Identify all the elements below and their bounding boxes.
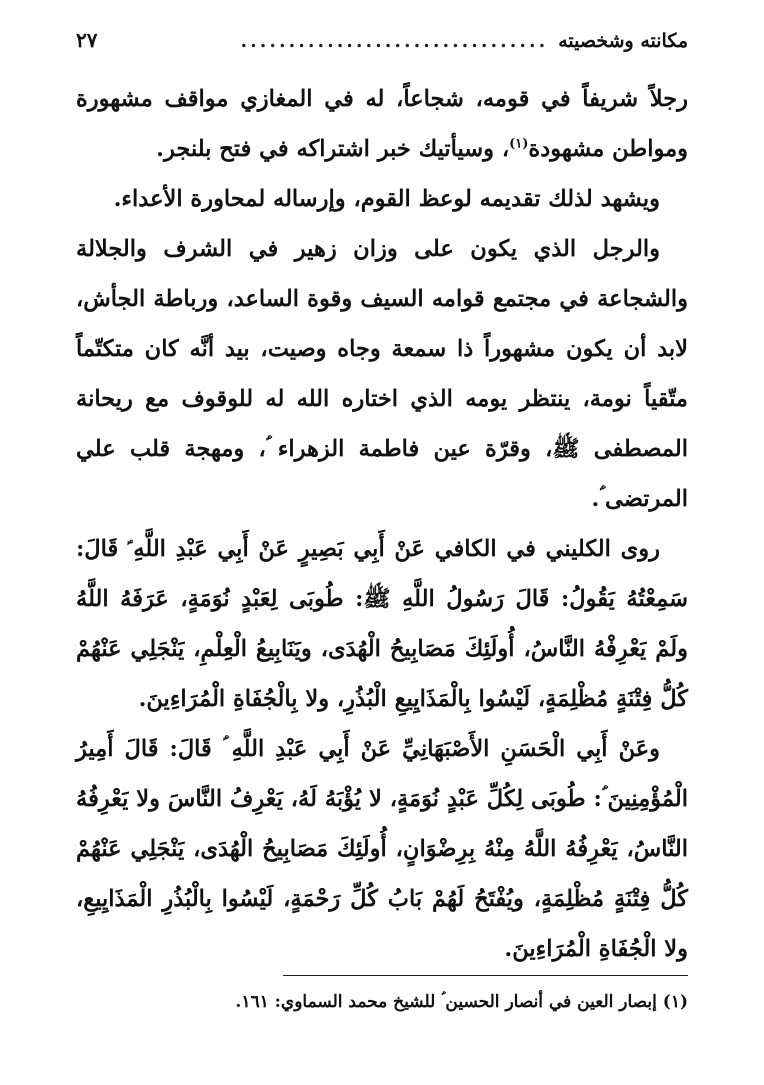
paragraph-1 [76, 74, 688, 174]
footnote-reference: (١) [509, 136, 529, 152]
paragraph-text: رجلاً شريفاً في قومه، شجاعاً، له في المغازي مواقف مشهورة ومواطن مشهودة [76, 86, 688, 162]
footnote-divider [283, 975, 688, 976]
paragraph-2: ويشهد لذلك تقديمه لوعظ القوم، وإرساله لمحاورة الأعداء. [113, 186, 660, 212]
paragraph-3: والرجل الذي يكون على وزان زهير في الشرف والجلالة والشجاعة في مجتمع قوامه السيف وقوة الساعد، ورباطة الجأش، لابد أن يكون مشهوراً ذا سمعة وجاه وصيت، بيد أنَّه كان متكتّماً متّقياً نومة، ينتظر يومه الذي اختاره الله له للوقوف مع ريحانة المصطفى ﷺ، وقرّة عين فاطمة الزهراء ؑ، ومهجة قلب علي المرتضى ؑ. [76, 236, 688, 512]
running-header [76, 28, 688, 68]
paragraph-5: وعَنْ أَبِي الْحَسَنِ الأَصْبَهَانِيِّ عَنْ أَبِي عَبْدِ اللَّهِ ؑ قَالَ: قَالَ أَمِيرُ الْمُؤْمِنِينَ ؑ: طُوبَى لِكُلِّ عَبْدٍ نُوَمَةٍ، لا يُؤْبَهُ لَهُ، يَعْرِفُ النَّاسَ ولا يَعْرِفُهُ النَّاسُ، يَعْرِفُهُ اللَّهُ مِنْهُ بِرِضْوَانٍ، أُولَئِكَ مَصَابِيحُ الْهُدَى، يَنْجَلِي عَنْهُمْ كُلُّ فِتْنَةٍ مُظْلِمَةٍ، ويُفْتَحُ لَهُمْ بَابُ كُلِّ رَحْمَةٍ، لَيْسُوا بِالْبُذُرِ الْمَذَايِيعِ، ولا الْجُفَاةِ الْمُرَاءِينَ. [76, 736, 688, 962]
paragraph-4: روى الكليني في الكافي عَنْ أَبِي بَصِيرٍ عَنْ أَبِي عَبْدِ اللَّهِ ؑ قَالَ: سَمِعْتُهُ يَقُولُ: قَالَ رَسُولُ اللَّهِ ﷺ: طُوبَى لِعَبْدٍ نُوَمَةٍ، عَرَفَهُ اللَّهُ ولَمْ يَعْرِفْهُ النَّاسُ، أُولَئِكَ مَصَابِيحُ الْهُدَى، ويَنَابِيعُ الْعِلْمِ، يَنْجَلِي عَنْهُمْ كُلُّ فِتْنَةٍ مُظْلِمَةٍ، لَيْسُوا بِالْمَذَايِيعِ الْبُذُرِ، ولا بِالْجُفَاةِ الْمُرَاءِينَ. [76, 536, 688, 712]
paragraph-text-continued: ، وسيأتيك خبر اشتراكه في فتح بلنجر. [156, 136, 510, 162]
page-number: ٢٧ [76, 28, 98, 52]
body-text [76, 74, 688, 974]
footnote: (١) إبصار العين في أنصار الحسين ؑ للشيخ محمد السماوي: ١٦١. [235, 992, 688, 1012]
chapter-title: مكانته وشخصيته [558, 30, 688, 52]
dot-leader: ................................ [240, 30, 549, 52]
